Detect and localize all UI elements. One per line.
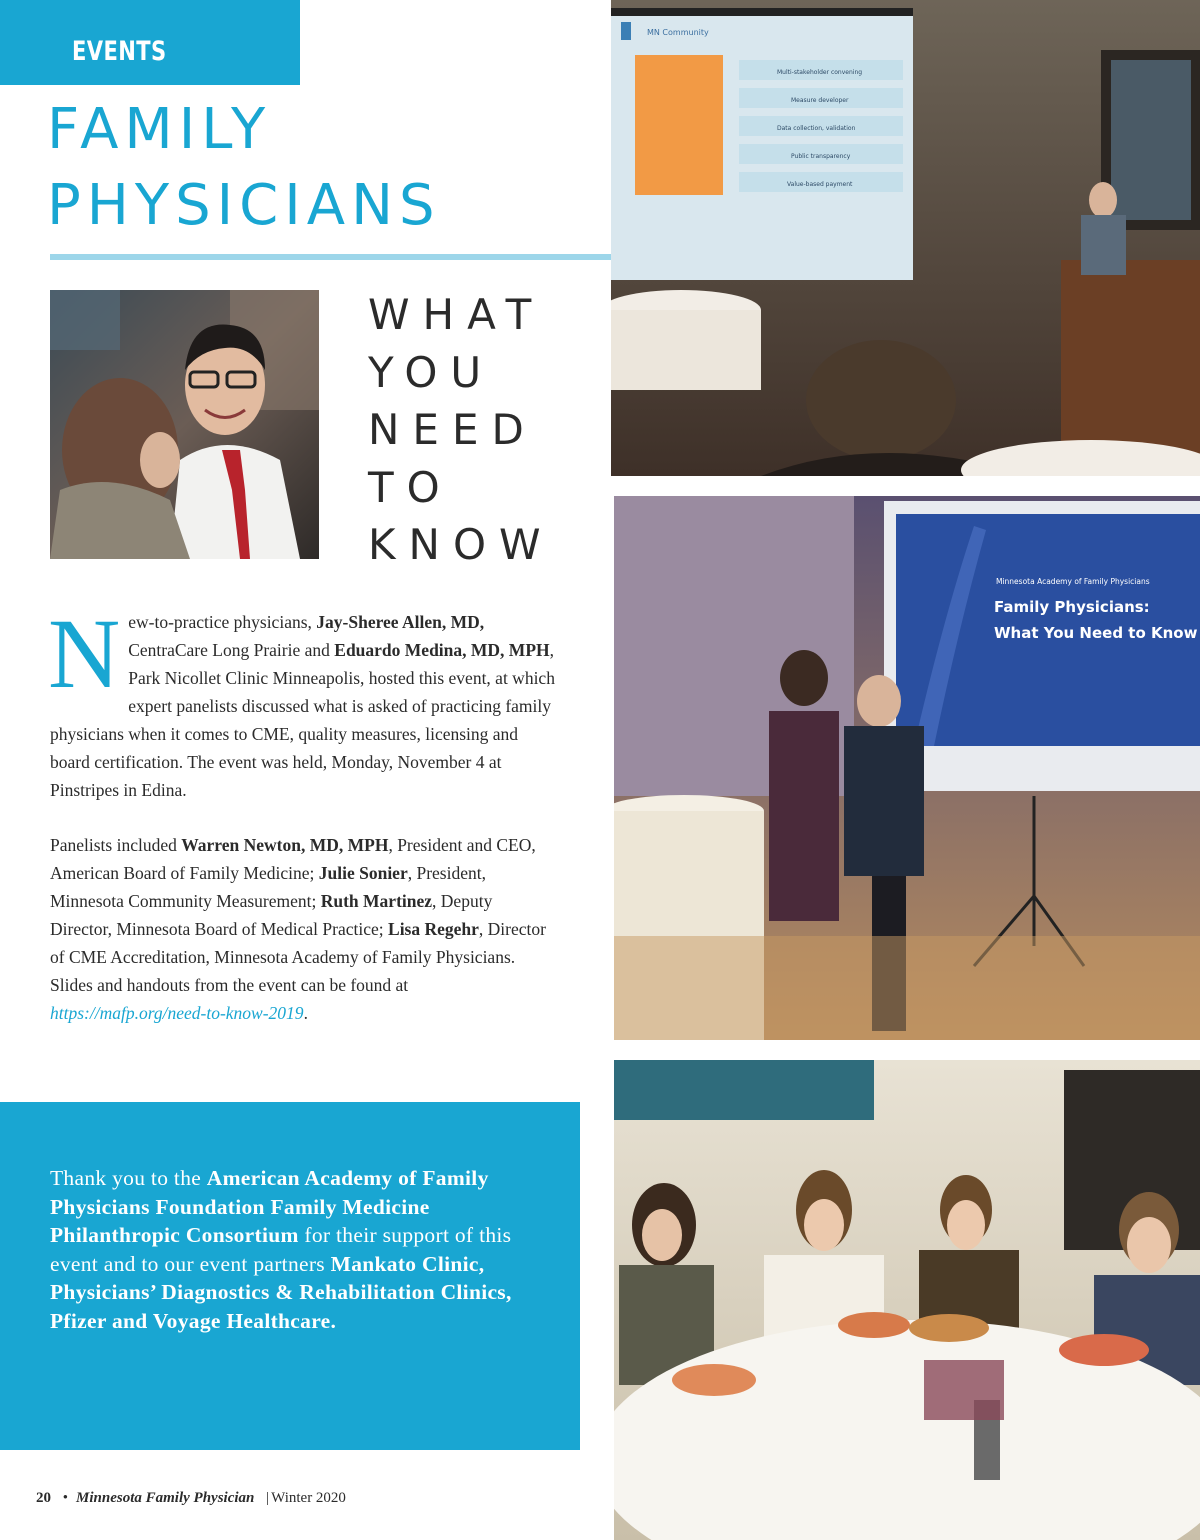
text-run: , Deputy Director, Minnesota Board of Medical Practice; [50, 891, 493, 939]
event-photo-dinner [614, 1060, 1200, 1540]
slide-org-title: Minnesota Academy of Family Physicians [996, 577, 1150, 586]
text-run: Panelists included [50, 835, 182, 855]
text-run: , Park Nicollet Clinic Minneapolis, hosted this event, at which expert panelists discussed what is asked of practicing family physicians when it comes to CME, quality measures, licensing and board certification. The event was held, Monday, November 4 at Pinstripes in Edina. [50, 640, 555, 800]
issue-date: Winter 2020 [271, 1490, 346, 1506]
text-run: for their support of this event and to our event partners [50, 1223, 512, 1276]
portrait-photo [50, 290, 319, 559]
name-lisa-regehr: Lisa Regehr [388, 919, 479, 939]
name-ruth-martinez: Ruth Martinez [320, 891, 433, 911]
text-run: , President and CEO, American Board of Family Medicine; [50, 835, 536, 883]
text-run: Slides and handouts from the event can be found at [50, 975, 409, 995]
thank-you-text [50, 1164, 550, 1335]
footer-divider: | [266, 1490, 270, 1506]
article-paragraph-1 [48, 598, 555, 804]
name-julie-sonier: Julie Sonier [318, 863, 408, 883]
title-divider [50, 254, 612, 260]
text-run: , Director of CME Accreditation, Minnesota Academy of Family Physicians. [50, 919, 546, 967]
title-line-1: FAMILY [47, 97, 272, 162]
slide-org-label: MN Community [647, 28, 709, 37]
subtitle-line-5: KNOW [368, 520, 554, 569]
page-number: 20 [36, 1490, 51, 1506]
subtitle-line-3: NEED [368, 405, 537, 454]
publication-name: Minnesota Family Physician [76, 1490, 255, 1506]
page-footer [36, 1490, 346, 1507]
section-tab [0, 0, 300, 85]
text-run: CentraCare Long Prairie and [128, 640, 335, 660]
slide-title-line-1: Family Physicians: [994, 598, 1150, 616]
event-photo-hosts [614, 496, 1200, 1040]
footer-bullet: • [62, 1490, 69, 1506]
slide-title-line-2: What You Need to Know [994, 624, 1198, 642]
subtitle-line-4: TO [368, 462, 453, 512]
slide-item-3: Data collection, validation [777, 125, 856, 132]
slide-item-4: Public transparency [791, 153, 851, 160]
article-paragraph-2 [50, 831, 555, 1027]
event-photo-podium [611, 0, 1200, 476]
slides-link[interactable]: https://mafp.org/need-to-know-2019 [50, 1003, 304, 1023]
title-line-2: PHYSICIANS [47, 173, 441, 238]
text-run: ew-to-practice physicians, [128, 612, 317, 632]
name-jay-sheree-allen: Jay-Sheree Allen, MD, [316, 612, 485, 632]
section-label: EVENTS [72, 36, 167, 67]
page-title [47, 92, 441, 244]
text-run: . [303, 1003, 308, 1023]
subtitle-line-2: YOU [368, 347, 495, 397]
subtitle-stack [368, 286, 554, 574]
slide-item-5: Value-based payment [787, 181, 853, 188]
slide-item-2: Measure developer [791, 97, 849, 104]
text-run: Thank you to the [50, 1166, 207, 1190]
text-run: , President, Minnesota Community Measurement; [50, 863, 486, 911]
name-warren-newton: Warren Newton, MD, MPH [181, 835, 389, 855]
drop-cap: N [48, 598, 121, 709]
slide-item-1: Multi-stakeholder convening [777, 69, 863, 76]
sponsor-aafp-foundation: American Academy of Family Physicians Foundation Family Medicine Philanthropic Consortium [50, 1166, 489, 1247]
name-eduardo-medina: Eduardo Medina, MD, MPH [334, 640, 550, 660]
subtitle-line-1: WHAT [368, 290, 545, 339]
event-partners: Mankato Clinic, Physicians’ Diagnostics & Rehabilitation Clinics, Pfizer and Voyage Healthcare. [50, 1251, 512, 1333]
